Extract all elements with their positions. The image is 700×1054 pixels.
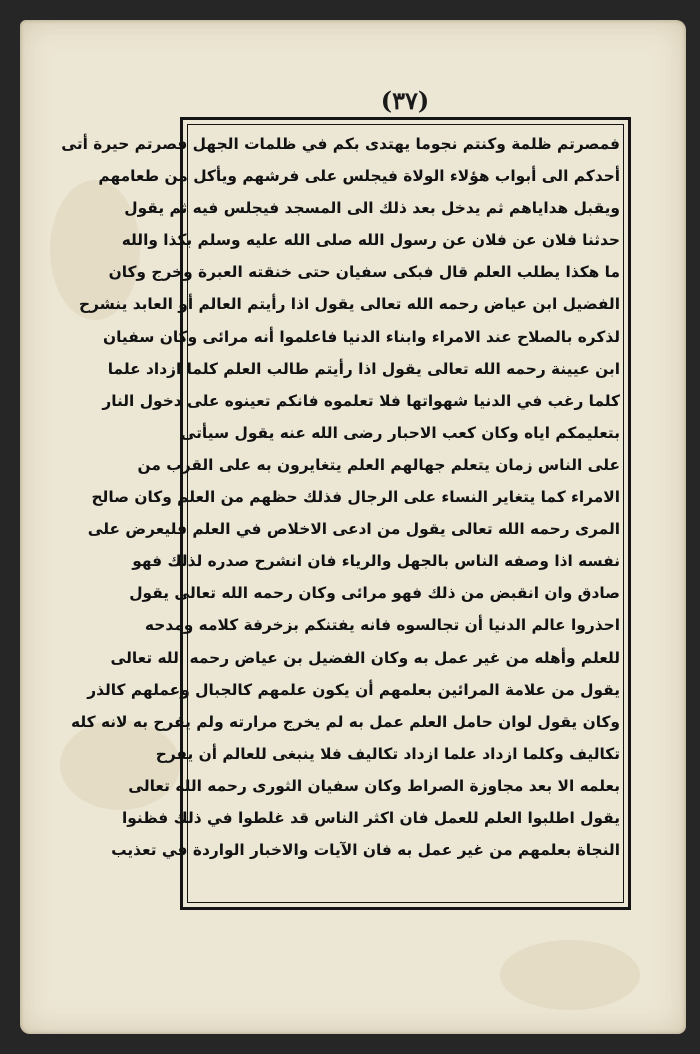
text-line: بتعليمكم اياه وكان كعب الاحبار رضى الله عنه يقول سيأتى (180, 423, 620, 442)
paper-stain (500, 940, 640, 1010)
text-line: احذروا عالم الدنيا أن تجالسوه فانه يفتنكم بزخرفة كلامه ومدحه (144, 616, 620, 635)
arabic-text-block (61, 128, 620, 899)
text-line: لذكره بالصلاح عند الامراء وابناء الدنيا فاعلموا أنه مرائى وكان سفيان (103, 327, 620, 346)
text-line: الفضيل ابن عياض رحمه الله تعالى يقول اذا رأيتم العالم أو العابد ينشرح (78, 295, 620, 314)
text-line: ابن عيينة رحمه الله تعالى يقول اذا رأيتم طالب العلم كلما ازداد علما (107, 359, 620, 378)
text-line: يقول اطلبوا العلم للعمل فان اكثر الناس قد غلطوا في ذلك فظنوا (121, 808, 620, 827)
text-line: كلما رغب في الدنيا شهواتها فلا تعلموه فانكم تعينوه على دخول النار (102, 391, 620, 410)
text-line: أحدكم الى أبواب هؤلاء الولاة فيجلس على فرشهم ويأكل من طعامهم (98, 167, 620, 186)
text-line: الامراء كما يتغاير النساء على الرجال فذلك حظهم من العلم وكان صالح (91, 488, 620, 507)
text-line: صادق وان انقبض من ذلك فهو مرائى وكان رحمه الله تعالى يقول (129, 584, 620, 603)
text-line: يقول من علامة المرائين بعلمهم أن يكون علمهم كالجبال وعملهم كالذر (87, 680, 620, 699)
text-line: وكان يقول لوان حامل العلم عمل به لم يخرج مرارته ولم يفرح به لانه كله (71, 712, 620, 731)
text-line: على الناس زمان يتعلم جهالهم العلم يتغايرون به على القرب من (137, 455, 620, 474)
text-line: تكاليف وكلما ازداد علما ازداد تكاليف فلا ينبغى للعالم أن يفرح (155, 744, 620, 763)
text-line: بعلمه الا بعد مجاوزة الصراط وكان سفيان الثورى رحمه الله تعالى (128, 776, 620, 795)
text-line: نفسه اذا وصفه الناس بالجهل والرياء فان انشرح صدره لذلك فهو (132, 552, 620, 571)
text-line: فمصرتم ظلمة وكنتم نجوما يهتدى بكم في ظلمات الجهل فصرتم حيرة أتى (61, 135, 620, 153)
page-number: (٣٧) (380, 86, 430, 115)
text-line: ويقبل هداياهم ثم يدخل بعد ذلك الى المسجد فيجلس فيه ثم يقول (124, 199, 620, 218)
text-line: النجاة بعلمهم من غير عمل به فان الآيات والاخبار الواردة في تعذيب (111, 841, 620, 860)
text-line: حدثنا فلان عن فلان عن رسول الله صلى الله عليه وسلم بكذا والله (121, 231, 620, 250)
text-line: للعلم وأهله من غير عمل به وكان الفضيل بن عياض رحمه الله تعالى (110, 648, 620, 667)
text-line: ما هكذا يطلب العلم قال فبكى سفيان حتى خنقته العبرة وخرج وكان (108, 263, 620, 282)
text-line: المرى رحمه الله تعالى يقول من ادعى الاخلاص في العلم فليعرض على (87, 520, 620, 539)
